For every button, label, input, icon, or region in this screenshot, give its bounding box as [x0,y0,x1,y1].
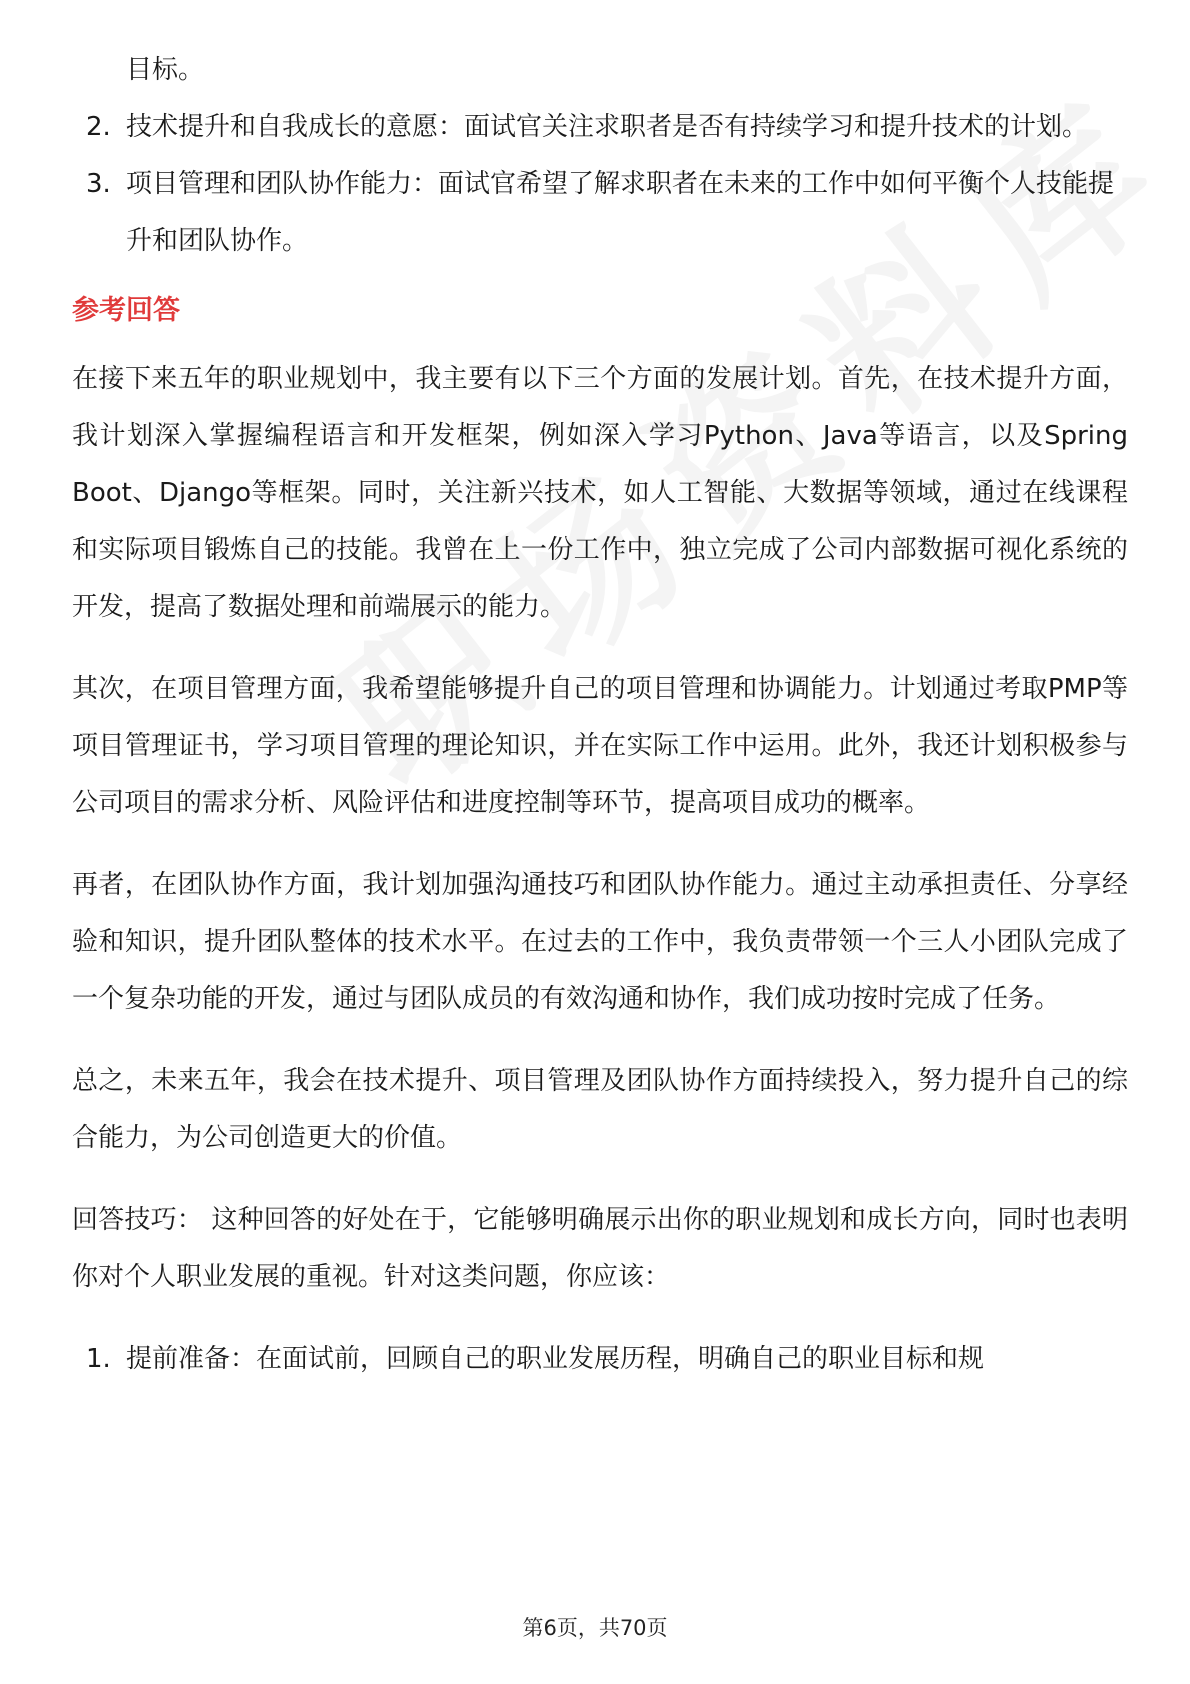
criteria-list [72,99,1128,270]
list-item-continuation: 目标。 [126,55,205,85]
list-item [72,1331,1128,1388]
paragraph: 其次，在项目管理方面，我希望能够提升自己的项目管理和协调能力。计划通过考取PMP等项目管理证书，学习项目管理的理论知识，并在实际工作中运用。此外，我还计划积极参与公司项目的需求分析、风险评估和进度控制等环节，提高项目成功的概率。 [72,674,1128,818]
paragraph: 总之，未来五年，我会在技术提升、项目管理及团队协作方面持续投入，努力提升自己的综合能力，为公司创造更大的价值。 [72,1066,1128,1153]
list-number: 2. [86,112,111,142]
paragraph: 再者，在团队协作方面，我计划加强沟通技巧和团队协作能力。通过主动承担责任、分享经验和知识，提升团队整体的技术水平。在过去的工作中，我负责带领一个三人小团队完成了一个复杂功能的开发，通过与团队成员的有效沟通和协作，我们成功按时完成了任务。 [72,870,1128,1014]
list-item-text: 提前准备：在面试前，回顾自己的职业发展历程，明确自己的职业目标和规 [126,1344,985,1374]
list-number: 3. [86,169,111,199]
list-item-text: 技术提升和自我成长的意愿：面试官关注求职者是否有持续学习和提升技术的计划。 [126,112,1089,142]
page-footer: 第6页，共70页 [522,1616,668,1640]
list-number: 1. [86,1344,111,1374]
paragraph: 回答技巧： 这种回答的好处在于，它能够明确展示出你的职业规划和成长方向，同时也表明你对个人职业发展的重视。针对这类问题，你应该： [72,1205,1128,1292]
page-content [72,42,1128,1388]
list-item [72,99,1128,156]
list-item [72,156,1128,270]
section-heading: 参考回答 [72,295,180,326]
tips-list [72,1331,1128,1388]
paragraph: 在接下来五年的职业规划中，我主要有以下三个方面的发展计划。首先，在技术提升方面，我计划深入掌握编程语言和开发框架，例如深入学习Python、Java等语言，以及Spring Boot、Django等框架。同时，关注新兴技术，如人工智能、大数据等领域，通过在线课程和实际项目锻炼自己的技能。我曾在上一份工作中，独立完成了公司内部数据可视化系统的开发，提高了数据处理和前端展示的能力。 [72,364,1128,622]
list-item-text: 项目管理和团队协作能力：面试官希望了解求职者在未来的工作中如何平衡个人技能提升和团队协作。 [126,169,1115,256]
